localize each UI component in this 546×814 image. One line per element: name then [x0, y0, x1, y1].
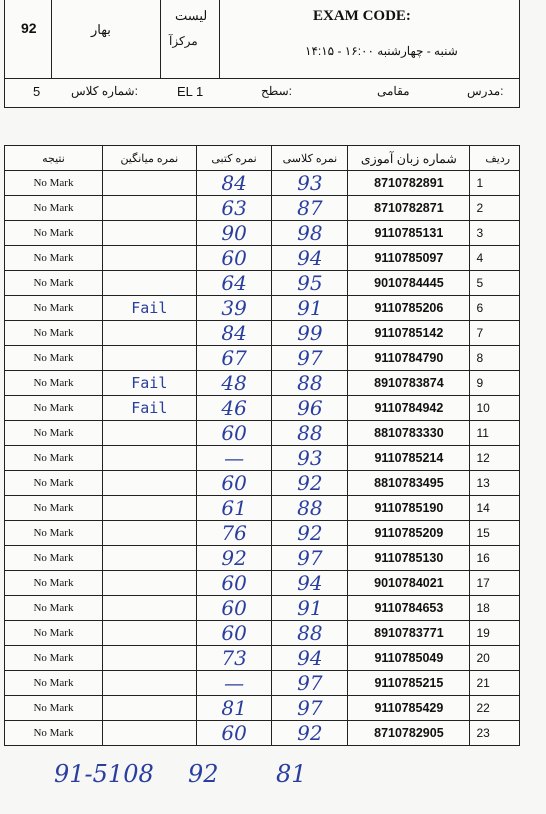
written-grade-cell: 81	[196, 696, 272, 721]
class-number-label: شماره کلاس:	[71, 84, 138, 98]
result-cell: No Mark	[5, 421, 103, 446]
result-cell: No Mark	[5, 321, 103, 346]
class-grade-cell: 94	[272, 246, 348, 271]
average-grade-cell	[102, 671, 196, 696]
table-row	[5, 571, 520, 596]
class-grade-cell: 91	[272, 596, 348, 621]
row-number-cell: 12	[470, 446, 520, 471]
header-student-id: شماره زبان آموزی	[348, 146, 470, 171]
result-cell: No Mark	[5, 721, 103, 746]
student-id-cell: 9110784942	[348, 396, 470, 421]
header-class-grade: نمره کلاسی	[272, 146, 348, 171]
average-grade-cell	[102, 196, 196, 221]
header-separator	[5, 78, 519, 79]
table-row	[5, 271, 520, 296]
table-row	[5, 621, 520, 646]
class-grade-cell: 94	[272, 571, 348, 596]
student-id-cell: 9010784021	[348, 571, 470, 596]
class-grade-cell: 97	[272, 546, 348, 571]
level-label: سطح:	[261, 84, 292, 98]
student-id-cell: 9110785190	[348, 496, 470, 521]
header-divider	[51, 0, 52, 78]
table-row	[5, 671, 520, 696]
student-id-cell: 9110785215	[348, 671, 470, 696]
student-id-cell: 9110785142	[348, 321, 470, 346]
teacher-label: مدرس:	[467, 84, 504, 98]
class-grade-cell: 98	[272, 221, 348, 246]
teacher-name: مقامی	[377, 84, 410, 98]
header-divider	[219, 0, 220, 78]
average-grade-cell	[102, 446, 196, 471]
result-cell: No Mark	[5, 496, 103, 521]
header-result: نتیجه	[5, 146, 103, 171]
table-row	[5, 321, 520, 346]
row-number-cell: 10	[470, 396, 520, 421]
student-id-cell: 9110784790	[348, 346, 470, 371]
average-grade-cell	[102, 596, 196, 621]
written-grade-cell: —	[196, 671, 272, 696]
row-number-cell: 16	[470, 546, 520, 571]
row-number-cell: 7	[470, 321, 520, 346]
exam-header	[4, 0, 520, 108]
grades-table	[4, 145, 520, 746]
row-number-cell: 13	[470, 471, 520, 496]
written-grade-cell: 60	[196, 596, 272, 621]
table-row	[5, 646, 520, 671]
written-grade-cell: 48	[196, 371, 272, 396]
row-number-cell: 20	[470, 646, 520, 671]
result-cell: No Mark	[5, 296, 103, 321]
student-id-cell: 9110785206	[348, 296, 470, 321]
table-row	[5, 221, 520, 246]
student-id-cell: 9010784445	[348, 271, 470, 296]
class-grade-cell: 88	[272, 421, 348, 446]
written-grade-cell: 84	[196, 321, 272, 346]
footer-class-grade: 92	[188, 760, 219, 788]
written-grade-cell: 60	[196, 721, 272, 746]
result-cell: No Mark	[5, 596, 103, 621]
average-grade-cell	[102, 246, 196, 271]
table-row	[5, 171, 520, 196]
table-row	[5, 196, 520, 221]
row-number-cell: 23	[470, 721, 520, 746]
row-number-cell: 3	[470, 221, 520, 246]
class-grade-cell: 93	[272, 171, 348, 196]
row-number-cell: 11	[470, 421, 520, 446]
row-number-cell: 5	[470, 271, 520, 296]
table-row	[5, 296, 520, 321]
table-row	[5, 246, 520, 271]
table-row	[5, 596, 520, 621]
written-grade-cell: 73	[196, 646, 272, 671]
written-grade-cell: 84	[196, 171, 272, 196]
term-code: 92	[21, 20, 37, 36]
row-number-cell: 8	[470, 346, 520, 371]
class-grade-cell: 91	[272, 296, 348, 321]
result-cell: No Mark	[5, 246, 103, 271]
footer-written-grade: 81	[276, 760, 307, 788]
row-number-cell: 18	[470, 596, 520, 621]
average-grade-cell	[102, 171, 196, 196]
table-row	[5, 396, 520, 421]
table-row	[5, 721, 520, 746]
row-number-cell: 22	[470, 696, 520, 721]
average-grade-cell: Fail	[102, 396, 196, 421]
result-cell: No Mark	[5, 471, 103, 496]
level-value: EL 1	[177, 84, 204, 99]
schedule: شنبه - چهارشنبه ۱۶:۰۰ - ۱۴:۱۵	[305, 44, 458, 58]
class-grade-cell: 92	[272, 521, 348, 546]
student-id-cell: 9110784653	[348, 596, 470, 621]
class-grade-cell: 88	[272, 371, 348, 396]
row-number-cell: 9	[470, 371, 520, 396]
written-grade-cell: 60	[196, 246, 272, 271]
header-divider	[160, 0, 161, 78]
average-grade-cell	[102, 546, 196, 571]
term-name: بهار	[91, 22, 111, 37]
row-number-cell: 21	[470, 671, 520, 696]
written-grade-cell: 64	[196, 271, 272, 296]
written-grade-cell: 90	[196, 221, 272, 246]
result-cell: No Mark	[5, 446, 103, 471]
footer-code: 91-5108	[54, 760, 154, 788]
class-grade-cell: 95	[272, 271, 348, 296]
student-id-cell: 8910783771	[348, 621, 470, 646]
written-grade-cell: 63	[196, 196, 272, 221]
result-cell: No Mark	[5, 346, 103, 371]
average-grade-cell	[102, 221, 196, 246]
result-cell: No Mark	[5, 271, 103, 296]
class-grade-cell: 99	[272, 321, 348, 346]
average-grade-cell: Fail	[102, 296, 196, 321]
average-grade-cell	[102, 271, 196, 296]
table-row	[5, 346, 520, 371]
class-grade-cell: 97	[272, 671, 348, 696]
class-grade-cell: 96	[272, 396, 348, 421]
result-cell: No Mark	[5, 521, 103, 546]
student-id-cell: 9110785209	[348, 521, 470, 546]
result-cell: No Mark	[5, 196, 103, 221]
written-grade-cell: 61	[196, 496, 272, 521]
result-cell: No Mark	[5, 221, 103, 246]
class-grade-cell: 92	[272, 471, 348, 496]
written-grade-cell: 60	[196, 471, 272, 496]
student-id-cell: 8810783330	[348, 421, 470, 446]
row-number-cell: 14	[470, 496, 520, 521]
class-grade-cell: 88	[272, 496, 348, 521]
class-grade-cell: 97	[272, 346, 348, 371]
exam-code-label: EXAM CODE:	[313, 8, 411, 24]
written-grade-cell: 92	[196, 546, 272, 571]
table-row	[5, 496, 520, 521]
written-grade-cell: 46	[196, 396, 272, 421]
result-cell: No Mark	[5, 396, 103, 421]
result-cell: No Mark	[5, 546, 103, 571]
student-id-cell: 8910783874	[348, 371, 470, 396]
class-grade-cell: 93	[272, 446, 348, 471]
average-grade-cell	[102, 621, 196, 646]
average-grade-cell	[102, 571, 196, 596]
row-number-cell: 2	[470, 196, 520, 221]
row-number-cell: 19	[470, 621, 520, 646]
student-id-cell: 9110785097	[348, 246, 470, 271]
average-grade-cell: Fail	[102, 371, 196, 396]
row-number-cell: 6	[470, 296, 520, 321]
result-cell: No Mark	[5, 571, 103, 596]
result-cell: No Mark	[5, 371, 103, 396]
written-grade-cell: 39	[196, 296, 272, 321]
class-grade-cell: 97	[272, 696, 348, 721]
average-grade-cell	[102, 346, 196, 371]
class-grade-cell: 87	[272, 196, 348, 221]
student-id-cell: 9110785214	[348, 446, 470, 471]
student-id-cell: 8710782891	[348, 171, 470, 196]
student-id-cell: 8710782871	[348, 196, 470, 221]
student-id-cell: 9110785429	[348, 696, 470, 721]
student-id-cell: 9110785131	[348, 221, 470, 246]
written-grade-cell: 60	[196, 571, 272, 596]
header-written-grade: نمره کتبی	[196, 146, 272, 171]
table-row	[5, 371, 520, 396]
class-grade-cell: 94	[272, 646, 348, 671]
table-row	[5, 446, 520, 471]
average-grade-cell	[102, 646, 196, 671]
table-header-row	[5, 146, 520, 171]
class-number-value: 5	[33, 84, 41, 99]
header-average-grade: نمره میانگین	[102, 146, 196, 171]
written-grade-cell: 60	[196, 421, 272, 446]
result-cell: No Mark	[5, 621, 103, 646]
student-id-cell: 9110785049	[348, 646, 470, 671]
student-id-cell: 9110785130	[348, 546, 470, 571]
class-grade-cell: 92	[272, 721, 348, 746]
row-number-cell: 1	[470, 171, 520, 196]
row-number-cell: 17	[470, 571, 520, 596]
average-grade-cell	[102, 421, 196, 446]
result-cell: No Mark	[5, 171, 103, 196]
header-row-number: ردیف	[470, 146, 520, 171]
row-number-cell: 15	[470, 521, 520, 546]
table-row	[5, 471, 520, 496]
table-row	[5, 421, 520, 446]
written-grade-cell: 67	[196, 346, 272, 371]
table-row	[5, 521, 520, 546]
row-number-cell: 4	[470, 246, 520, 271]
table-row	[5, 696, 520, 721]
written-grade-cell: 60	[196, 621, 272, 646]
average-grade-cell	[102, 496, 196, 521]
class-grade-cell: 88	[272, 621, 348, 646]
list-label: لیست	[175, 8, 208, 23]
result-cell: No Mark	[5, 696, 103, 721]
average-grade-cell	[102, 471, 196, 496]
average-grade-cell	[102, 696, 196, 721]
written-grade-cell: —	[196, 446, 272, 471]
student-id-cell: 8810783495	[348, 471, 470, 496]
average-grade-cell	[102, 721, 196, 746]
result-cell: No Mark	[5, 646, 103, 671]
average-grade-cell	[102, 321, 196, 346]
result-cell: No Mark	[5, 671, 103, 696]
written-grade-cell: 76	[196, 521, 272, 546]
center-label: مرکزآ	[169, 34, 198, 48]
table-row	[5, 546, 520, 571]
student-id-cell: 8710782905	[348, 721, 470, 746]
average-grade-cell	[102, 521, 196, 546]
